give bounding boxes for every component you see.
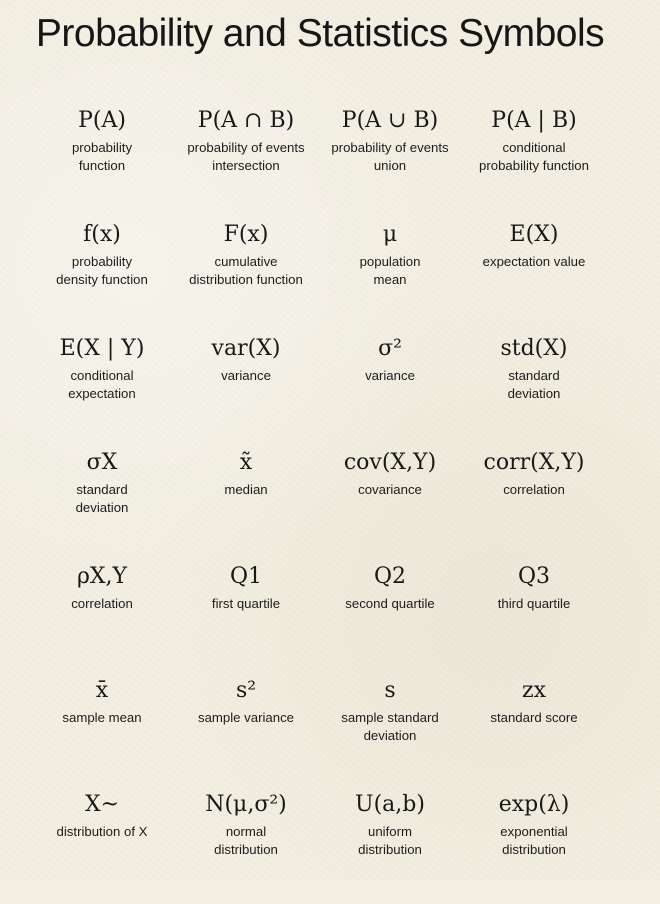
symbol-description: standard deviation bbox=[507, 368, 561, 401]
symbol-card bbox=[462, 676, 606, 790]
symbols-grid bbox=[30, 106, 606, 904]
symbol-card bbox=[174, 790, 318, 904]
symbol: F(x) bbox=[223, 222, 269, 247]
symbol: ρX,Y bbox=[76, 564, 128, 589]
symbol-description: standard score bbox=[490, 710, 578, 725]
symbol-card bbox=[318, 676, 462, 790]
symbol-card bbox=[462, 448, 606, 562]
symbol-card bbox=[30, 220, 174, 334]
symbol: P(A ∪ B) bbox=[341, 108, 439, 133]
symbol-card bbox=[174, 220, 318, 334]
symbol-card bbox=[318, 790, 462, 904]
symbol: E(X) bbox=[509, 222, 559, 247]
page-title: Probability and Statistics Symbols bbox=[35, 12, 605, 55]
symbol-card bbox=[462, 562, 606, 676]
symbol-description: normal distribution bbox=[214, 824, 278, 857]
symbol-description: first quartile bbox=[211, 596, 281, 611]
symbol-card bbox=[174, 334, 318, 448]
symbol-card bbox=[318, 448, 462, 562]
symbol: P(A | B) bbox=[491, 108, 577, 133]
symbol-description: median bbox=[224, 482, 268, 497]
symbol-description: conditional probability function bbox=[479, 140, 589, 173]
symbol: exp(λ) bbox=[498, 792, 570, 817]
symbol-card bbox=[462, 790, 606, 904]
symbol-description: probability of events intersection bbox=[187, 140, 305, 173]
symbol-card bbox=[30, 562, 174, 676]
symbol: X~ bbox=[84, 792, 120, 817]
symbol: σ² bbox=[378, 336, 402, 361]
symbol: N(μ,σ²) bbox=[205, 792, 287, 817]
symbol-card bbox=[318, 106, 462, 220]
symbol-description: covariance bbox=[358, 482, 422, 497]
symbol-description: standard deviation bbox=[75, 482, 129, 515]
symbol-description: second quartile bbox=[345, 596, 435, 611]
symbol-description: sample mean bbox=[62, 710, 142, 725]
symbol-description: probability density function bbox=[56, 254, 148, 287]
symbol-card bbox=[30, 334, 174, 448]
symbol: s² bbox=[235, 678, 257, 703]
symbol: x̃ bbox=[239, 450, 253, 475]
symbol-description: population mean bbox=[359, 254, 421, 287]
symbol-card bbox=[318, 220, 462, 334]
symbol-card bbox=[30, 448, 174, 562]
symbol-description: probability of events union bbox=[331, 140, 449, 173]
symbol-card bbox=[30, 676, 174, 790]
symbol-card bbox=[318, 334, 462, 448]
symbol: Q3 bbox=[517, 564, 551, 589]
symbol-description: sample variance bbox=[197, 710, 295, 725]
symbol: E(X | Y) bbox=[59, 336, 145, 361]
symbol: zx bbox=[522, 678, 546, 703]
symbol: var(X) bbox=[211, 336, 281, 361]
symbol: s bbox=[384, 678, 396, 703]
symbol-card bbox=[30, 106, 174, 220]
symbol-card bbox=[462, 106, 606, 220]
symbol-card bbox=[174, 106, 318, 220]
symbol-description: exponential distribution bbox=[500, 824, 568, 857]
symbol: x̄ bbox=[95, 678, 109, 703]
symbol: cov(X,Y) bbox=[343, 450, 437, 475]
symbol-description: conditional expectation bbox=[68, 368, 136, 401]
symbol-description: variance bbox=[365, 368, 415, 383]
symbol: Q2 bbox=[373, 564, 407, 589]
symbol-description: probability function bbox=[71, 140, 133, 173]
symbol-card bbox=[174, 676, 318, 790]
symbol: σX bbox=[86, 450, 118, 475]
symbol-card bbox=[30, 790, 174, 904]
symbol: P(A ∩ B) bbox=[197, 108, 295, 133]
symbol-card bbox=[462, 334, 606, 448]
symbol-description: uniform distribution bbox=[358, 824, 422, 857]
symbol-description: expectation value bbox=[482, 254, 586, 269]
symbol: std(X) bbox=[500, 336, 568, 361]
symbol: Q1 bbox=[229, 564, 263, 589]
symbol-description: third quartile bbox=[497, 596, 571, 611]
symbol-description: correlation bbox=[503, 482, 565, 497]
symbol-card bbox=[462, 220, 606, 334]
symbol: P(A) bbox=[78, 108, 126, 133]
symbol: f(x) bbox=[83, 222, 121, 247]
symbol: corr(X,Y) bbox=[483, 450, 585, 475]
symbol-description: correlation bbox=[71, 596, 133, 611]
symbol: μ bbox=[382, 222, 398, 247]
symbol-description: distribution of X bbox=[56, 824, 148, 839]
symbol-description: variance bbox=[221, 368, 271, 383]
symbol: U(a,b) bbox=[355, 792, 425, 817]
symbol-description: sample standard deviation bbox=[341, 710, 439, 743]
symbol-description: cumulative distribution function bbox=[189, 254, 303, 287]
symbol-card bbox=[174, 448, 318, 562]
symbol-card bbox=[318, 562, 462, 676]
symbol-card bbox=[174, 562, 318, 676]
